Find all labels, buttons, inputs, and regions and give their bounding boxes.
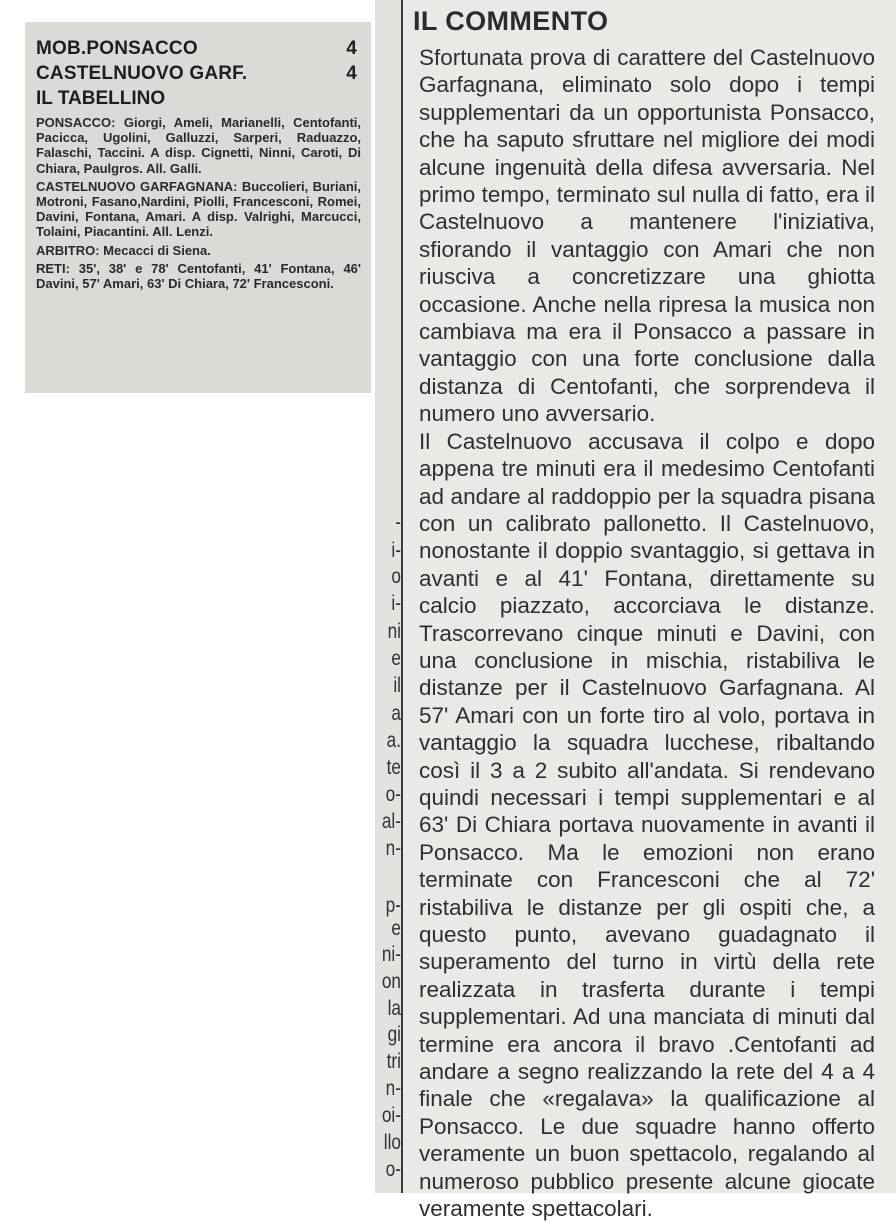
away-team-goals: 4	[346, 63, 357, 84]
gutter-fragment: ni	[387, 620, 401, 643]
home-team-name: MOB.PONSACCO	[36, 38, 198, 59]
goals-list: 35', 38' e 78' Centofanti, 41' Fontana, 46' Davini, 57' Amari, 63' Di Chiara, 72' Francesconi.	[36, 260, 361, 292]
ponsacco-lineup	[36, 115, 361, 176]
gutter-fragment: llo	[383, 1131, 401, 1154]
castelnuovo-label: CASTELNUOVO GARFAGNANA:	[36, 178, 238, 194]
gutter-fragment: i-	[391, 592, 401, 615]
away-team-name: CASTELNUOVO GARF.	[36, 63, 248, 84]
article-headline: IL COMMENTO	[413, 6, 609, 36]
score-row-away	[36, 61, 361, 86]
referee-label: ARBITRO:	[36, 242, 100, 258]
gutter-fragment: al-	[381, 810, 401, 833]
gutter-fragment: a	[391, 702, 401, 725]
gutter-fragment: i-	[391, 539, 401, 562]
gutter-fragment: -	[395, 511, 401, 534]
castelnuovo-players: Buccolieri, Buriani, Motroni, Fasano,Nardini, Piolli, Francesconi, Romei, Davini, Fontana, Amari. A disp. Valrighi, Marcucci, Tolaini, Piacantini. All. Lenzi.	[36, 178, 361, 240]
goals-line	[36, 261, 361, 291]
gutter-fragment: tri	[386, 1050, 401, 1073]
gutter-fragment: la	[387, 997, 401, 1020]
gutter-fragment: a.	[386, 729, 401, 752]
gutter-fragment: o	[391, 565, 401, 588]
boxscore-panel	[25, 22, 371, 393]
gutter-fragment: ni-	[381, 943, 401, 966]
gutter-fragment: te	[386, 756, 401, 779]
ponsacco-label: PONSACCO:	[36, 115, 116, 130]
gutter-fragment: on	[381, 970, 401, 993]
article-paragraph: Il Castelnuovo accusava il colpo e dopo appena tre minuti era il medesimo Centofanti ad andare al raddoppio per la squadra pisana con un calibrato pallonetto. Il Castelnuovo, nonostante il doppio svantaggio, si gettava in avanti e al 41' Fontana, direttamente su calcio piazzato, accorciava le distanze. Trascorrevano cinque minuti e Davini, con una conclusione in mischia, ristabiliva le distanze per il Castelnuovo Garfagnana. Al 57' Amari con un forte tiro al volo, portava in vantaggio la squadra lucchese, ribaltando così il 3 a 2 subito all'andata. Si rendevano quindi necessari i tempi supplementari e al 63' Di Chiara portava nuovamente in avanti il Ponsacco. Ma le emozioni non erano terminate con Francesconi che al 72' ristabiliva le distanze per gli ospiti che, a questo punto, avevano guadagnato il superamento del turno in virtù della rete realizzata in trasferta durante i tempi supplementari. Ad una manciata di minuti dal termine era ancora il bravo .Centofanti ad andare a segno realizzando la rete del 4 a 4 finale che «regalava» la qualificazione al Ponsacco. Le due squadre hanno offerto veramente un buon spettacolo, regalando al numeroso pubblico presente alcune giocate veramente spettacolari.	[419, 428, 875, 1222]
home-team-goals: 4	[346, 38, 357, 59]
gutter-fragment: p-	[385, 894, 401, 917]
gutter-fragment: o-	[385, 1158, 401, 1181]
gutter-fragment: e	[391, 647, 401, 670]
article-column	[375, 0, 896, 1222]
goals-label: RETI:	[36, 260, 70, 276]
boxscore-title: IL TABELLINO	[36, 88, 166, 109]
gutter-fragment: e	[391, 917, 401, 940]
column-divider	[401, 0, 403, 1193]
gutter-fragment: n-	[385, 837, 401, 860]
gutter-fragment: n-	[385, 1077, 401, 1100]
gutter-fragment: il	[393, 674, 401, 697]
referee-name: Mecacci di Siena.	[103, 242, 211, 258]
gutter-fragment: oi-	[381, 1104, 401, 1127]
gutter-fragment: o-	[385, 783, 401, 806]
article-body	[419, 44, 875, 1222]
adjacent-column-fragment	[375, 0, 401, 1193]
score-row-home	[36, 36, 361, 61]
gutter-fragment: gi	[387, 1023, 401, 1046]
castelnuovo-lineup	[36, 179, 361, 240]
article-paragraph: Sfortunata prova di carattere del Castelnuovo Garfagnana, eliminato solo dopo i tempi supplementari da un opportunista Ponsacco, che ha saputo sfruttare nel migliore dei modi alcune ingenuità della difesa avversaria. Nel primo tempo, terminato sul nulla di fatto, era il Castelnuovo a mantenere l'iniziativa, sfiorando il vantaggio con Amari che non riusciva a concretizzare una ghiotta occasione. Anche nella ripresa la musica non cambiava ma era il Ponsacco a passare in vantaggio con una forte conclusione dalla distanza di Centofanti, che sorprendeva il numero uno avversario.	[419, 45, 875, 427]
ponsacco-players: Giorgi, Ameli, Marianelli, Centofanti, Pacicca, Ugolini, Galluzzi, Sarperi, Raduazzo, Falaschi, Taccini. A disp. Cignetti, Ninni, Caroti, Di Chiara, Paulgros. All. Galli.	[36, 115, 361, 176]
referee-line	[36, 243, 361, 258]
